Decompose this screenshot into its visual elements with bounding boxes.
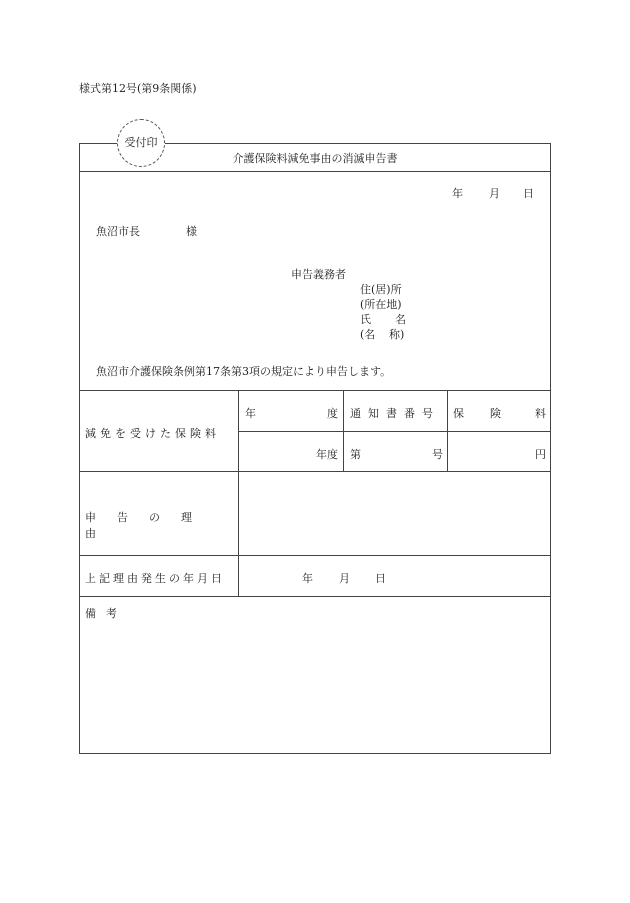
header-premium-second: 険 xyxy=(490,407,501,420)
year-column-divider xyxy=(343,390,344,471)
occurrence-month-label: 月 xyxy=(339,572,350,585)
header-notice-number: 通知書番号 xyxy=(350,407,440,420)
declaration-statement: 魚沼市介護保険条例第17条第3項の規定により申告します。 xyxy=(96,365,392,378)
name-label-first: 氏 xyxy=(360,313,371,326)
premium-row-divider xyxy=(238,431,551,432)
location-label: (所在地) xyxy=(360,298,402,311)
header-premium-first: 保 xyxy=(453,407,464,420)
address-label: 住(居)所 xyxy=(360,283,402,296)
addressee-name: 魚沼市長 xyxy=(96,225,140,238)
fiscal-year-suffix: 年度 xyxy=(316,448,338,461)
title-divider xyxy=(79,171,551,172)
occurrence-year-label: 年 xyxy=(302,572,313,585)
header-year-first: 年 xyxy=(245,407,256,420)
number-column-divider xyxy=(447,390,448,471)
form-frame xyxy=(79,143,551,754)
document-title: 介護保険料減免事由の消滅申告書 xyxy=(232,152,398,165)
occurrence-top-divider xyxy=(79,555,551,556)
date-month-label: 月 xyxy=(489,187,500,200)
entity-label-first: (名 xyxy=(360,328,376,341)
header-premium-third: 料 xyxy=(535,407,546,420)
occurrence-day-label: 日 xyxy=(375,572,386,585)
addressee-honorific: 様 xyxy=(186,225,197,238)
applicant-label: 申告義務者 xyxy=(291,268,346,281)
premium-yen-unit: 円 xyxy=(535,448,546,461)
reason-label: 申告の理由 xyxy=(85,511,213,540)
date-day-label: 日 xyxy=(523,187,534,200)
remarks-top-divider xyxy=(79,596,551,597)
remarks-label: 備考 xyxy=(85,607,127,620)
notice-number-prefix: 第 xyxy=(350,448,361,461)
occurrence-date-label: 上記理由発生の年月日 xyxy=(85,572,225,585)
name-label-second: 名 xyxy=(395,313,406,326)
header-year-second: 度 xyxy=(327,407,338,420)
notice-number-suffix: 号 xyxy=(432,448,443,461)
label-column-divider xyxy=(238,390,239,596)
table-top-divider xyxy=(79,390,551,391)
reception-stamp-label: 受付印 xyxy=(124,136,158,149)
entity-label-second: 称) xyxy=(389,328,405,341)
date-year-label: 年 xyxy=(452,187,463,200)
reason-top-divider xyxy=(79,471,551,472)
form-code: 様式第12号(第9条関係) xyxy=(79,82,197,95)
reduced-premium-label: 減免を受けた保険料 xyxy=(85,427,220,440)
